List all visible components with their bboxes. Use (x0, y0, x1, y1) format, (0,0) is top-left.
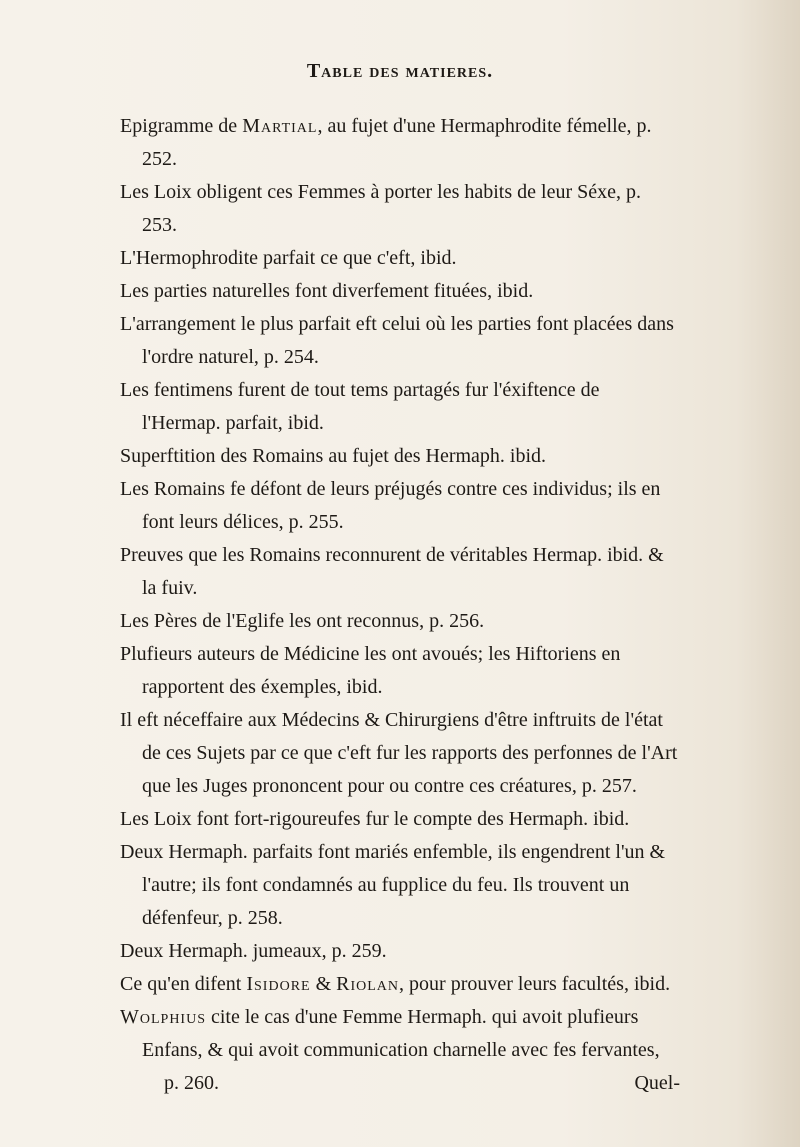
catchword: Quel- (634, 1072, 680, 1094)
index-entry: Preuves que les Romains reconnurent de véritables Hermap. ibid. & la fuiv. (120, 544, 664, 599)
index-entry: Les Loix obligent ces Femmes à porter les habits de leur Séxe, p. 253. (120, 181, 641, 236)
index-entry (120, 1001, 680, 1100)
index-entry: Les Loix font fort-rigoureufes fur le compte des Hermaph. ibid. (120, 808, 630, 830)
index-entry: Deux Hermaph. jumeaux, p. 259. (120, 940, 387, 962)
entry-text: cite le cas d'une Femme Hermaph. qui avoit plufieurs Enfans, & qui avoit communication charnelle avec fes fervantes, (142, 1006, 660, 1061)
entry-text: Ce qu'en difent (120, 973, 247, 995)
index-entry: Les Romains fe défont de leurs préjugés contre ces individus; ils en font leurs délices, p. 255. (120, 478, 661, 533)
index-entry (120, 968, 680, 1001)
author-name: Riolan (336, 973, 400, 995)
page-reference: p. 260. (164, 1072, 219, 1094)
index-entries (120, 110, 680, 1100)
entry-text: , pour prouver leurs facultés, ibid. (399, 973, 671, 995)
index-entry (120, 110, 680, 176)
index-entry: L'arrangement le plus parfait eft celui où les parties font placées dans l'ordre naturel, p. 254. (120, 313, 674, 368)
entry-text: Epigramme de (120, 115, 243, 137)
running-head: Table des matieres. (306, 60, 494, 82)
index-entry: Les Pères de l'Eglife les ont reconnus, p. 256. (120, 610, 485, 632)
index-entry: Les parties naturelles font diverfement fituées, ibid. (120, 280, 534, 302)
entry-text: , au fujet d'une Hermaphrodite fémelle, p. 252. (142, 115, 652, 170)
index-entry: Superftition des Romains au fujet des Hermaph. ibid. (120, 445, 547, 467)
author-name: Wolphius (120, 1006, 206, 1028)
author-name: Martial (242, 115, 318, 137)
index-entry: Plufieurs auteurs de Médicine les ont avoués; les Hiftoriens en rapportent des éxemples, ibid. (120, 643, 621, 698)
entry-text: & (310, 973, 337, 995)
author-name: Isidore (246, 973, 311, 995)
index-entry: Il eft néceffaire aux Médecins & Chirurgiens d'être inftruits de l'état de ces Sujets par ce que c'eft fur les rapports des perfonnes de l'Art que les Juges prononcent pour ou contre ces créatures, p. 257. (120, 709, 678, 797)
index-entry: L'Hermophrodite parfait ce que c'eft, ibid. (120, 247, 457, 269)
last-line (142, 1067, 680, 1100)
index-entry: Deux Hermaph. parfaits font mariés enfemble, ils engendrent l'un & l'autre; ils font condamnés au fupplice du feu. Ils trouvent un défenfeur, p. 258. (120, 841, 666, 929)
index-entry: Les fentimens furent de tout tems partagés fur l'éxiftence de l'Hermap. parfait, ibid. (120, 379, 600, 434)
